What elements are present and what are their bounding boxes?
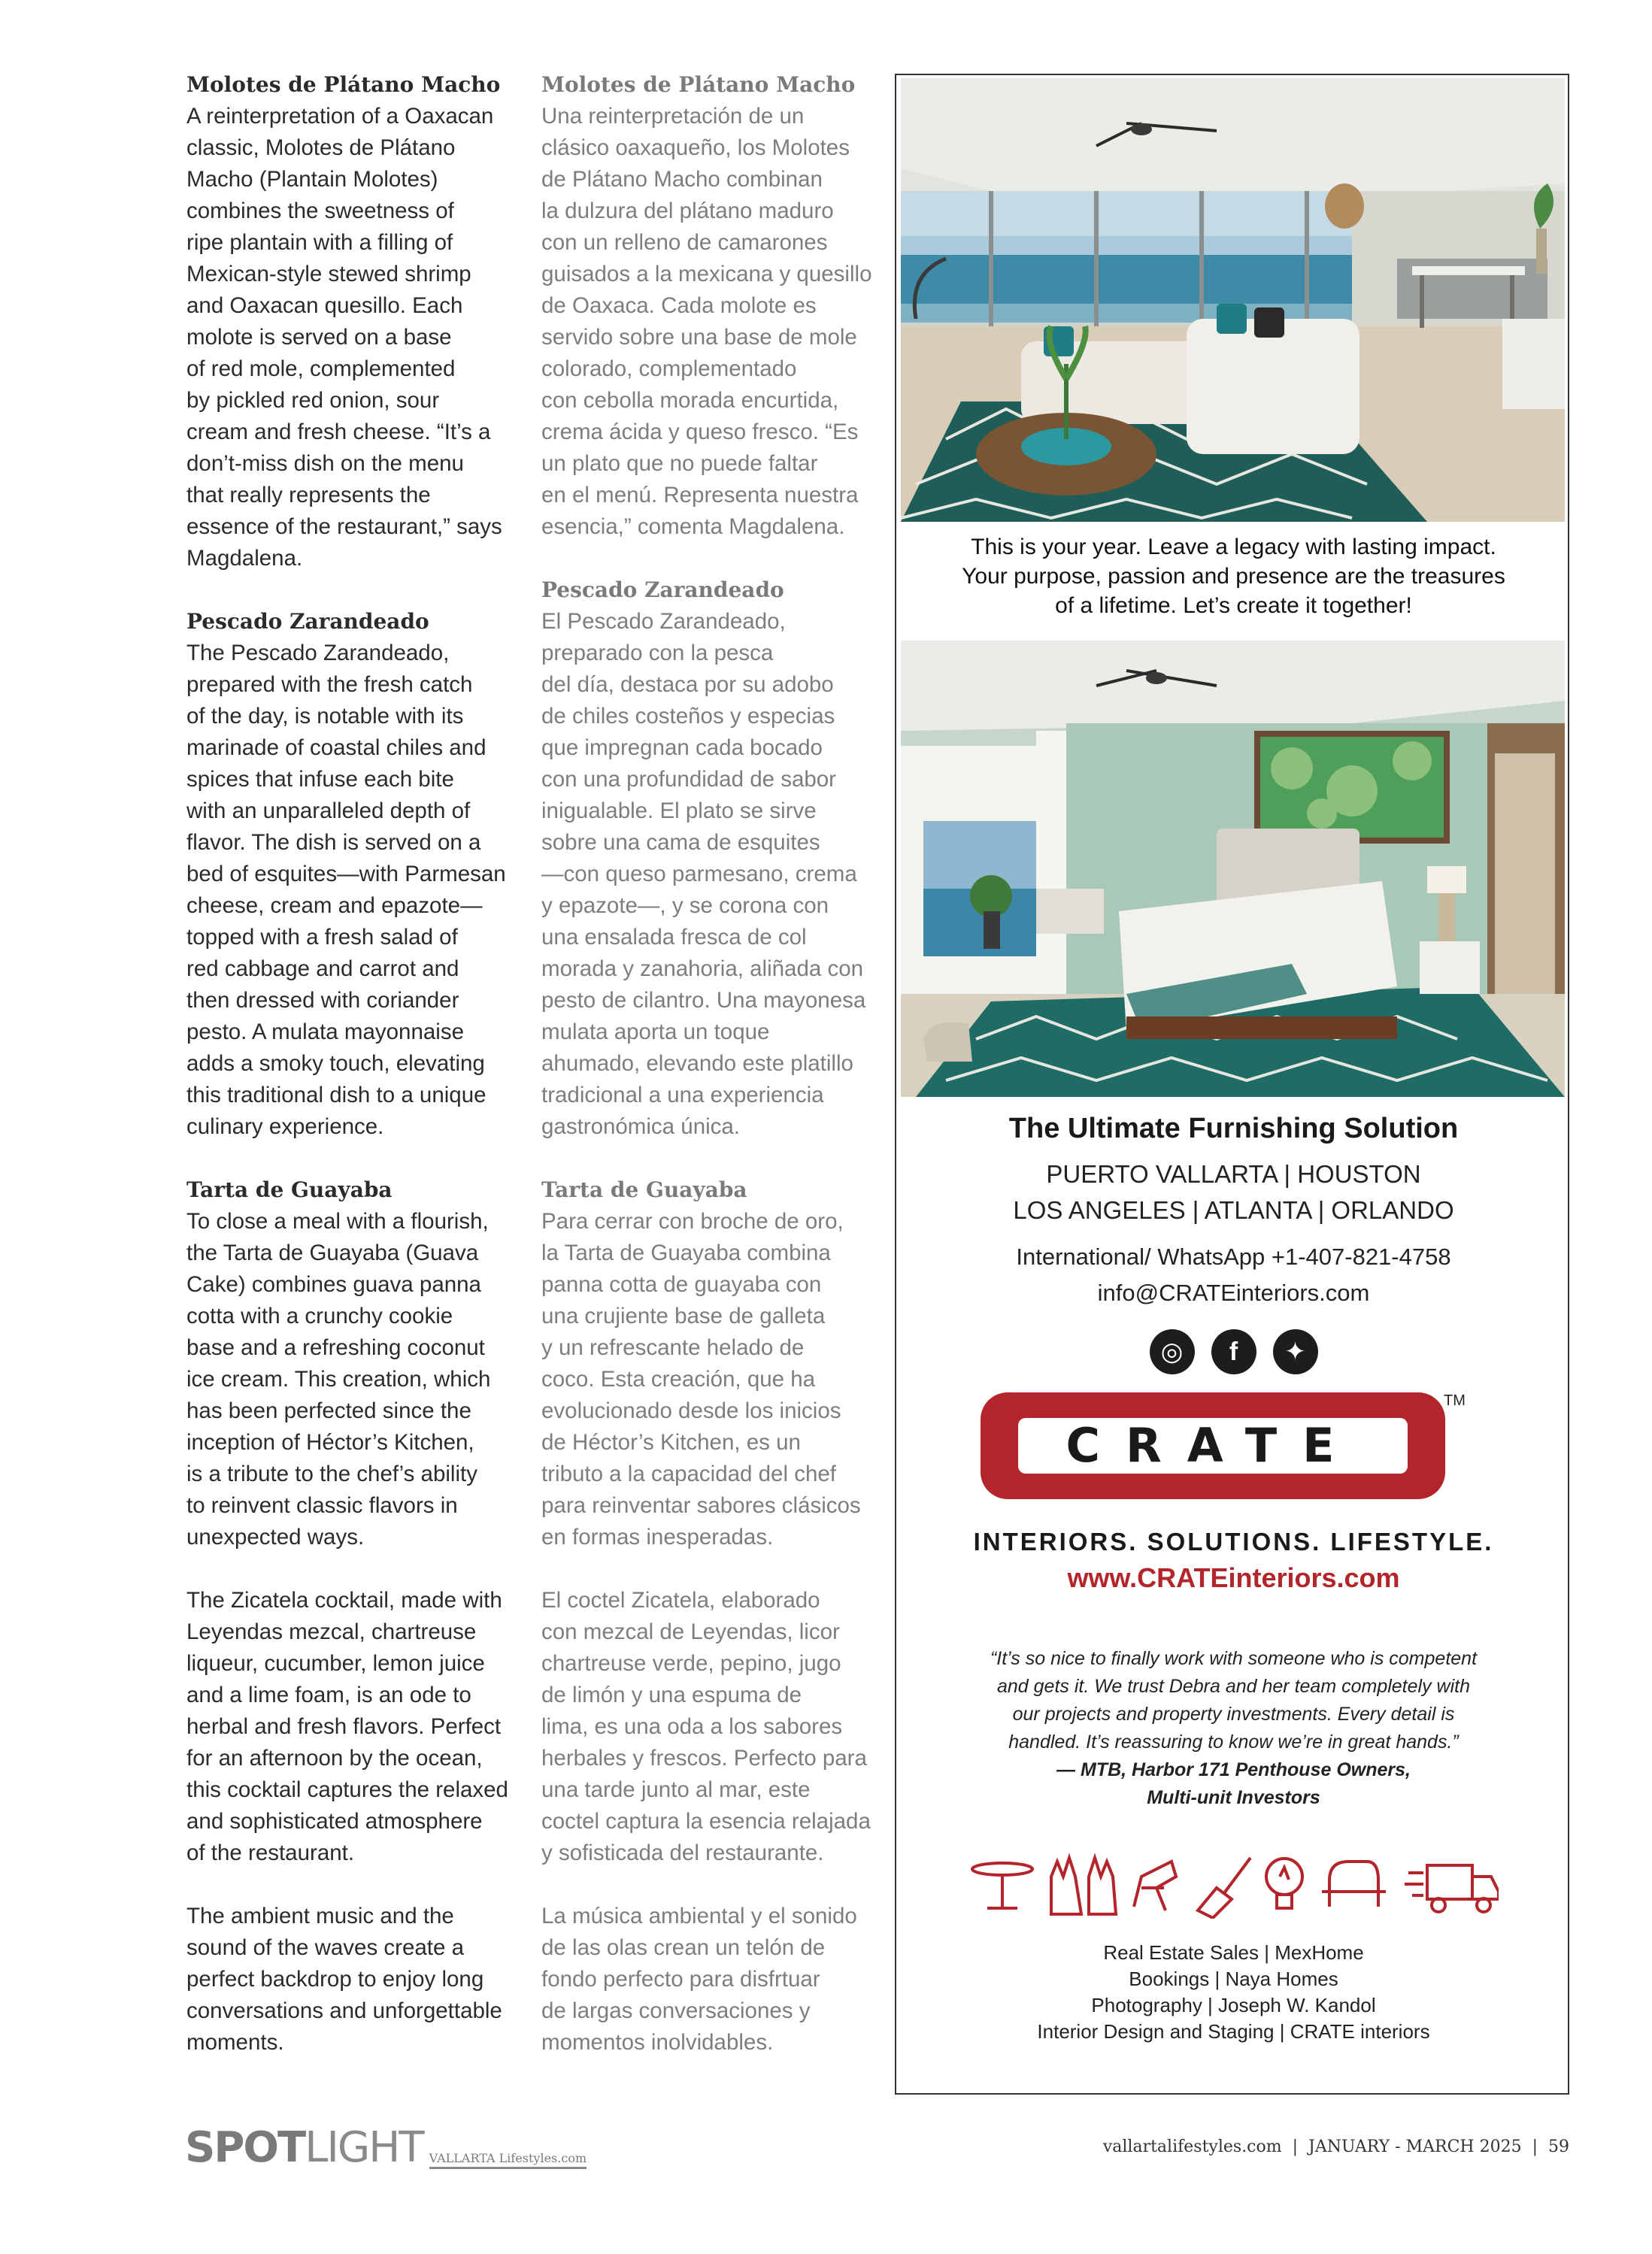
credit-line: Interior Design and Staging | CRATE interiors xyxy=(1037,2020,1430,2043)
tagline-line: of a lifetime. Let’s create it together! xyxy=(1055,593,1412,618)
text-line: coctel captura la esencia relajada xyxy=(541,1809,871,1834)
text-line: base and a refreshing coconut xyxy=(186,1335,485,1360)
paragraph-tarta xyxy=(186,1206,510,1553)
quote-line: “It’s so nice to finally work with someone who is competent xyxy=(990,1648,1478,1669)
text-line: of red mole, complemented xyxy=(186,356,456,381)
text-line: del día, destaca por su adobo xyxy=(541,672,834,697)
section-title-pescado: Pescado Zarandeado xyxy=(186,609,429,634)
text-line: y epazote—, y se corona con xyxy=(541,893,829,918)
phone-text[interactable]: International/ WhatsApp +1-407-821-4758 xyxy=(1016,1244,1451,1270)
text-line: conversations and unforgettable xyxy=(186,1998,502,2023)
instagram-icon[interactable]: ◎ xyxy=(1150,1329,1195,1374)
text-line: Mexican-style stewed shrimp xyxy=(186,262,471,286)
trademark: TM xyxy=(1444,1392,1466,1409)
ad-slogan: INTERIORS. SOLUTIONS. LIFESTYLE. xyxy=(973,1528,1494,1556)
section-title-tarta-es: Tarta de Guayaba xyxy=(541,1177,747,1202)
text-line: the Tarta de Guayaba (Guava xyxy=(186,1241,479,1265)
text-line: then dressed with coriander xyxy=(186,988,459,1013)
table-icon xyxy=(972,1863,1032,1908)
attribution-line: — MTB, Harbor 171 Penthouse Owners, xyxy=(1056,1759,1411,1780)
text-line: inception of Héctor’s Kitchen, xyxy=(186,1430,474,1455)
text-line: pesto. A mulata mayonnaise xyxy=(186,1019,464,1044)
text-line: and sophisticated atmosphere xyxy=(186,1809,483,1834)
text-line: unexpected ways. xyxy=(186,1525,365,1550)
section-title-tarta: Tarta de Guayaba xyxy=(186,1177,393,1202)
credit-line: Photography | Joseph W. Kandol xyxy=(1091,1994,1376,2016)
paragraph-tarta-es xyxy=(541,1206,865,1553)
text-line: has been perfected since the xyxy=(186,1398,471,1423)
quote-line: and gets it. We trust Debra and her team completely with xyxy=(996,1676,1470,1697)
text-line: de largas conversaciones y xyxy=(541,1998,811,2023)
social-icons xyxy=(896,1329,1571,1374)
spotlight-logo xyxy=(185,2123,587,2172)
text-line: de Oaxaca. Cada molote es xyxy=(541,293,817,318)
text-line: topped with a fresh salad of xyxy=(186,925,458,950)
text-line: of the day, is notable with its xyxy=(186,704,464,729)
issue-date: JANUARY - MARCH 2025 xyxy=(1308,2137,1522,2156)
text-line: A reinterpretation of a Oaxacan xyxy=(186,104,494,129)
text-line: tradicional a una experiencia xyxy=(541,1083,824,1107)
truck-icon xyxy=(1405,1865,1499,1912)
text-line: for an afternoon by the ocean, xyxy=(186,1746,483,1771)
text-line: to reinvent classic flavors in xyxy=(186,1493,458,1518)
text-line: La música ambiental y el sonido xyxy=(541,1904,857,1928)
text-line: tributo a la capacidad del chef xyxy=(541,1462,836,1486)
text-line: cheese, cream and epazote— xyxy=(186,893,483,918)
text-line: momentos inolvidables. xyxy=(541,2030,774,2055)
text-line: Leyendas mezcal, chartreuse xyxy=(186,1619,477,1644)
text-line: and Oaxacan quesillo. Each xyxy=(186,293,463,318)
section-title-pescado-es: Pescado Zarandeado xyxy=(541,577,784,602)
text-line: morada y zanahoria, aliñada con xyxy=(541,956,864,981)
text-line: Macho (Plantain Molotes) xyxy=(186,167,438,192)
paragraph-molotes xyxy=(186,101,510,574)
spot-bold: SPOT xyxy=(185,2123,305,2172)
text-line: crema ácida y queso fresco. “Es xyxy=(541,420,859,444)
text-line: evolucionado desde los inicios xyxy=(541,1398,841,1423)
service-icons xyxy=(968,1847,1499,1919)
text-line: classic, Molotes de Plátano xyxy=(186,135,456,160)
text-line: inigualable. El plato se sirve xyxy=(541,798,817,823)
email-link[interactable]: info@CRATEinteriors.com xyxy=(1097,1280,1370,1306)
living-room-photo xyxy=(901,78,1565,522)
text-line: servido sobre una base de mole xyxy=(541,325,857,350)
text-line: esencia,” comenta Magdalena. xyxy=(541,514,845,539)
text-line: de Plátano Macho combinan xyxy=(541,167,823,192)
text-line: perfect backdrop to enjoy long xyxy=(186,1967,484,1992)
facebook-icon[interactable]: f xyxy=(1211,1329,1256,1374)
text-line: fondo perfecto para disfrtuar xyxy=(541,1967,820,1992)
vallarta-lifestyles-brand: VALLARTA Lifestyles.com xyxy=(429,2151,587,2169)
cities-line: PUERTO VALLARTA | HOUSTON xyxy=(1046,1160,1421,1188)
section-title-molotes: Molotes de Plátano Macho xyxy=(186,72,501,97)
chair-icon xyxy=(1134,1862,1176,1910)
text-line: El coctel Zicatela, elaborado xyxy=(541,1588,820,1613)
text-line: El Pescado Zarandeado, xyxy=(541,609,786,634)
text-line: sobre una cama de esquites xyxy=(541,830,820,855)
twitter-icon[interactable]: ✦ xyxy=(1273,1329,1318,1374)
text-line: la dulzura del plátano maduro xyxy=(541,198,834,223)
text-line: y sofisticada del restaurante. xyxy=(541,1840,824,1865)
text-line: con un relleno de camarones xyxy=(541,230,828,255)
paragraph-music-es xyxy=(541,1901,865,2059)
testimonial xyxy=(941,1645,1526,1812)
paintbrush-icon xyxy=(1198,1858,1250,1918)
attribution-line: Multi-unit Investors xyxy=(1147,1787,1320,1808)
lightbulb-icon xyxy=(1266,1859,1302,1908)
text-line: The Pescado Zarandeado, xyxy=(186,641,450,665)
website-link[interactable]: www.CRATEinteriors.com xyxy=(1067,1562,1400,1593)
armchair-icon xyxy=(1322,1862,1386,1907)
text-line: bed of esquites—with Parmesan xyxy=(186,862,506,886)
text-line: prepared with the fresh catch xyxy=(186,672,473,697)
text-line: this cocktail captures the relaxed xyxy=(186,1777,508,1802)
text-line: en el menú. Representa nuestra xyxy=(541,483,859,507)
text-line: —con queso parmesano, crema xyxy=(541,862,857,886)
ad-headline: The Ultimate Furnishing Solution xyxy=(1008,1113,1459,1144)
paragraph-music xyxy=(186,1901,510,2059)
text-line: essence of the restaurant,” says xyxy=(186,514,502,539)
text-line: by pickled red onion, sour xyxy=(186,388,440,413)
hands-icon xyxy=(1051,1858,1116,1914)
text-line: de las olas crean un telón de xyxy=(541,1935,826,1960)
text-line: un plato que no puede faltar xyxy=(541,451,818,476)
text-line: don’t-miss dish on the menu xyxy=(186,451,464,476)
quote-line: our projects and property investments. Every detail is xyxy=(1012,1704,1455,1725)
tagline-line: This is your year. Leave a legacy with lasting impact. xyxy=(971,535,1496,559)
text-line: sound of the waves create a xyxy=(186,1935,464,1960)
logo-text: CRATE xyxy=(1065,1418,1360,1473)
text-line: una tarde junto al mar, este xyxy=(541,1777,811,1802)
text-line: ice cream. This creation, which xyxy=(186,1367,491,1392)
text-line: cream and fresh cheese. “It’s a xyxy=(186,420,491,444)
paragraph-pescado xyxy=(186,638,510,1143)
paragraph-cocktail-es xyxy=(541,1585,871,1869)
text-line: gastronómica única. xyxy=(541,1114,741,1139)
text-line: clásico oaxaqueño, los Molotes xyxy=(541,135,850,160)
text-line: que impregnan cada bocado xyxy=(541,735,823,760)
text-line: liqueur, cucumber, lemon juice xyxy=(186,1651,485,1676)
text-line: en formas inesperadas. xyxy=(541,1525,774,1550)
text-line: preparado con la pesca xyxy=(541,641,774,665)
text-line: is a tribute to the chef’s ability xyxy=(186,1462,477,1486)
quote-line: handled. It’s reassuring to know we’re in great hands.” xyxy=(1008,1731,1459,1753)
bedroom-photo xyxy=(901,641,1565,1097)
cities-line: LOS ANGELES | ATLANTA | ORLANDO xyxy=(1013,1196,1454,1224)
text-line: guisados a la mexicana y quesillo xyxy=(541,262,872,286)
paragraph-molotes-es xyxy=(541,101,872,543)
crate-advertisement xyxy=(895,74,1569,2095)
text-line: una ensalada fresca de col xyxy=(541,925,807,950)
paragraph-pescado-es xyxy=(541,606,865,1143)
text-line: herbal and fresh flavors. Perfect xyxy=(186,1714,502,1739)
text-line: lima, es una oda a los sabores xyxy=(541,1714,843,1739)
spot-light: LIGHT xyxy=(305,2123,423,2172)
text-line: and a lime foam, is an ode to xyxy=(186,1683,471,1707)
text-line: The Zicatela cocktail, made with xyxy=(186,1588,502,1613)
ad-tagline xyxy=(896,532,1571,620)
text-line: The ambient music and the xyxy=(186,1904,454,1928)
text-line: moments. xyxy=(186,2030,284,2055)
text-line: con una profundidad de sabor xyxy=(541,767,836,792)
text-line: y un refrescante helado de xyxy=(541,1335,805,1360)
site-url[interactable]: vallartalifestyles.com xyxy=(1102,2137,1282,2156)
text-line: marinade of coastal chiles and xyxy=(186,735,487,760)
text-line: Magdalena. xyxy=(186,546,303,571)
text-line: la Tarta de Guayaba combina xyxy=(541,1241,831,1265)
text-line: of the restaurant. xyxy=(186,1840,355,1865)
page-folio: vallartalifestyles.com | JANUARY - MARCH 2025 | 59 xyxy=(1102,2137,1569,2156)
english-column xyxy=(186,69,510,2090)
text-line: de Héctor’s Kitchen, es un xyxy=(541,1430,801,1455)
text-line: chartreuse verde, pepino, jugo xyxy=(541,1651,841,1676)
text-line: con mezcal de Leyendas, licor xyxy=(541,1619,840,1644)
spanish-column xyxy=(541,69,872,2090)
text-line: that really represents the xyxy=(186,483,431,507)
text-line: colorado, complementado xyxy=(541,356,797,381)
paragraph-cocktail xyxy=(186,1585,510,1869)
text-line: panna cotta de guayaba con xyxy=(541,1272,822,1297)
text-line: Cake) combines guava panna xyxy=(186,1272,481,1297)
tagline-line: Your purpose, passion and presence are the treasures xyxy=(962,564,1505,589)
text-line: culinary experience. xyxy=(186,1114,384,1139)
text-line: red cabbage and carrot and xyxy=(186,956,459,981)
text-line: cotta with a crunchy cookie xyxy=(186,1304,453,1328)
text-line: de chiles costeños y especias xyxy=(541,704,835,729)
text-line: with an unparalleled depth of xyxy=(186,798,471,823)
text-line: this traditional dish to a unique xyxy=(186,1083,487,1107)
text-line: con cebolla morada encurtida, xyxy=(541,388,839,413)
ad-credits xyxy=(896,1940,1571,2045)
credit-line: Real Estate Sales | MexHome xyxy=(1103,1941,1364,1964)
text-line: coco. Esta creación, que ha xyxy=(541,1367,816,1392)
text-line: adds a smoky touch, elevating xyxy=(186,1051,485,1076)
text-line: una crujiente base de galleta xyxy=(541,1304,826,1328)
text-line: para reinventar sabores clásicos xyxy=(541,1493,861,1518)
text-line: flavor. The dish is served on a xyxy=(186,830,481,855)
text-line: herbales y frescos. Perfecto para xyxy=(541,1746,867,1771)
text-line: Una reinterpretación de un xyxy=(541,104,805,129)
text-line: combines the sweetness of xyxy=(186,198,454,223)
ad-cities xyxy=(896,1156,1571,1228)
ad-contact xyxy=(896,1239,1571,1311)
text-line: molote is served on a base xyxy=(186,325,452,350)
text-line: To close a meal with a flourish, xyxy=(186,1209,489,1234)
text-line: ripe plantain with a filling of xyxy=(186,230,453,255)
text-line: Para cerrar con broche de oro, xyxy=(541,1209,844,1234)
text-line: spices that infuse each bite xyxy=(186,767,454,792)
text-line: de limón y una espuma de xyxy=(541,1683,802,1707)
text-line: ahumado, elevando este platillo xyxy=(541,1051,853,1076)
text-line: pesto de cilantro. Una mayonesa xyxy=(541,988,866,1013)
page-number: 59 xyxy=(1548,2137,1569,2156)
crate-logo xyxy=(981,1392,1445,1499)
text-line: mulata aporta un toque xyxy=(541,1019,770,1044)
section-title-molotes-es: Molotes de Plátano Macho xyxy=(541,72,856,97)
credit-line: Bookings | Naya Homes xyxy=(1129,1968,1338,1990)
